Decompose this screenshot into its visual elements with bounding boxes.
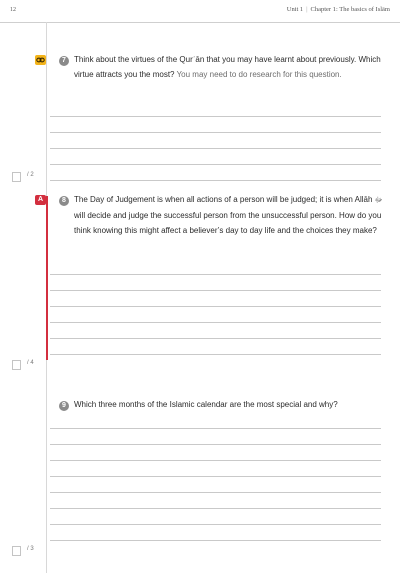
answer-line[interactable] (50, 132, 381, 133)
answer-line[interactable] (50, 508, 381, 509)
header-separator: | (306, 6, 308, 13)
running-head (287, 6, 390, 13)
marks-box[interactable] (12, 546, 21, 556)
marks-box[interactable] (12, 172, 21, 182)
marks-total: / 3 (27, 546, 34, 552)
question-8-prompt-end: will decide and judge the successful person from the unsuccessful person. How do you think knowing this might affect a believer’s day to day life and the choices they make? (74, 211, 382, 235)
question-7-prompt: Think about the virtues of the Qurʾān that you may have learnt about previously. Which virtue attracts you the most? (74, 55, 381, 79)
page-header (0, 0, 400, 23)
answer-line[interactable] (50, 354, 381, 355)
question-8-number: 8 (59, 196, 69, 206)
answer-line[interactable] (50, 524, 381, 525)
advanced-question-bar (46, 196, 48, 360)
honorific-symbol: ﷻ (374, 197, 383, 204)
marks-total: / 2 (27, 172, 34, 178)
page-number: 12 (10, 7, 16, 13)
answer-line[interactable] (50, 290, 381, 291)
question-8-text (74, 192, 386, 238)
answer-line[interactable] (50, 444, 381, 445)
answer-line[interactable] (50, 180, 381, 181)
advanced-badge: A (35, 195, 46, 205)
question-7-hint: You may need to do research for this question. (176, 70, 342, 79)
marks-box[interactable] (12, 360, 21, 370)
answer-line[interactable] (50, 492, 381, 493)
answer-line[interactable] (50, 540, 381, 541)
marks-total: / 4 (27, 360, 34, 366)
answer-line[interactable] (50, 274, 381, 275)
link-icon (35, 55, 46, 65)
answer-line[interactable] (50, 476, 381, 477)
question-7-text (74, 52, 386, 82)
answer-line[interactable] (50, 428, 381, 429)
answer-line[interactable] (50, 322, 381, 323)
answer-line[interactable] (50, 306, 381, 307)
question-9-prompt: Which three months of the Islamic calendar are the most special and why? (74, 400, 338, 409)
chapter-title: Chapter 1: The basics of Islām (310, 6, 390, 13)
question-9-number: 9 (59, 401, 69, 411)
answer-line[interactable] (50, 338, 381, 339)
answer-line[interactable] (50, 164, 381, 165)
answer-line[interactable] (50, 148, 381, 149)
question-9-text (74, 397, 386, 412)
question-7-number: 7 (59, 56, 69, 66)
unit-label: Unit 1 (286, 6, 304, 13)
answer-line[interactable] (50, 116, 381, 117)
answer-line[interactable] (50, 460, 381, 461)
question-8-prompt-start: The Day of Judgement is when all actions of a person will be judged; it is when Allāh (74, 195, 373, 204)
